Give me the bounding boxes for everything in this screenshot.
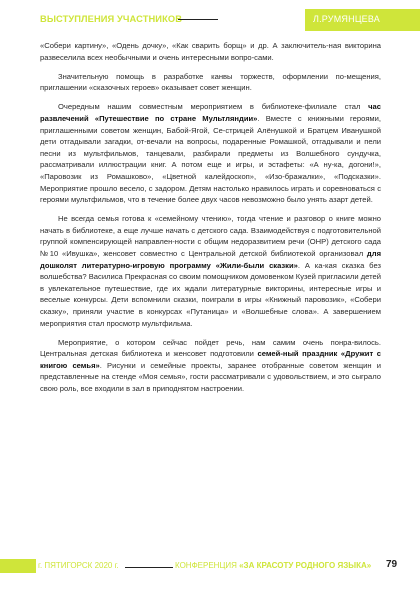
- paragraph-4-text: Не всегда семья готова к «семейному чтению», тогда чтение и разговор о книге можно начать в библиотеке, а еще лучше начать с детского сада. Взаимодействуя с подготовительной группой компенсирующей направлен-ности с общим недоразвитием речи (ОНР) детского сада №10 «Ивушка», женсовет совместно с Центральной детской библиотекой организовал: [40, 214, 381, 258]
- footer-conference: [175, 561, 371, 570]
- section-title: ВЫСТУПЛЕНИЯ УЧАСТНИКОВ: [40, 14, 183, 24]
- author-name: Л.РУМЯНЦЕВА: [313, 14, 380, 24]
- paragraph-1-text: «Собери картину», «Одень дочку», «Как сварить борщ» и др. А заключитель-ная викторина развеселила всех необычными и очень интересными вопро-сами.: [40, 41, 381, 62]
- paragraph-5-text: Мероприятие, о котором сейчас пойдет речь, нам самим очень понра-вилось. Центральная детская библиотека и женсовет подготовили: [40, 337, 381, 359]
- article-body: [40, 40, 381, 402]
- paragraph-4-text-cont: . А ка-кая сказка без волшебства? Василиса Прекрасная со своим помощником домовенком Кузей пригласили детей в увлекательное путешествие, где их ждали литературные викторины, интересные игры и веселые конкурсы. Дети вспомнили сказки, поиграли в игры «Книжный паровозик», «Собери сказку», приняли участие в конкурсах «Путаница» и «Волшебные слова». А завершением мероприятия стал просмотр мультфильма.: [40, 260, 381, 328]
- paragraph-4: [40, 213, 381, 329]
- paragraph-1: [40, 40, 381, 63]
- paragraph-3-highlight: час развлечений «Путешествие по стране Мультляндии»: [40, 102, 381, 123]
- page-footer: [0, 559, 420, 573]
- paragraph-3: [40, 101, 381, 205]
- paragraph-4-highlight: для дошколят литературно-игровую программу «Жили-были сказки»: [40, 249, 381, 270]
- paragraph-5: [40, 337, 381, 395]
- header-divider: [178, 19, 218, 20]
- footer-city-year: г. ПЯТИГОРСК 2020 г.: [38, 561, 119, 570]
- paragraph-2: [40, 71, 381, 94]
- page-number: 79: [386, 559, 398, 570]
- paragraph-3-text-cont: . Вместе с книжными героями, приглашенными советом женщин, Бабой-Ягой, Се-стрицей Алёнушкой и Братцем Иванушкой дети отгадывали загадки, от-вечали на вопросы, подаренные Ромашкой, отгадывали и пели песни из мультфильмов, танцевали, разбирали предметы из Волшебного сундучка, рассматривали иллюстрации книг. А потом еще и игры, и эстафеты: «А ну-ка, догони!», «Паровозик из Ромашково», «Цветной калейдоскоп», «Изо-бражалки», «Подсказки». Мероприятие прошло весело, с задором. Детям настолько нравилось играть и соревноваться с героями мультфильмов, что в течение более двух часов невозможно было унять азарт детей.: [40, 113, 381, 205]
- footer-conference-title: «ЗА КРАСОТУ РОДНОГО ЯЗЫКА»: [239, 561, 372, 570]
- page-header: [0, 9, 420, 31]
- paragraph-2-text: Значительную помощь в разработке канвы торжеств, оформлении по-мещения, приглашении «сказочных героев» оказывает совет женщин.: [40, 71, 381, 93]
- footer-accent-bar: [0, 559, 36, 573]
- paragraph-3-text: Очередным нашим совместным мероприятием в библиотеке-филиале стал: [58, 102, 369, 112]
- paragraph-5-highlight: семей-ный праздник «Дружит с книгою семья»: [40, 349, 381, 370]
- paragraph-5-text-cont: . Рисунки и семейные проекты, заранее отобранные советом женщин и представленные на стенде «Моя семья», гости рассматривали с удовольствием, и это сыграло свою роль, все входили в зал в приподнятом настроении.: [40, 360, 381, 394]
- footer-divider: [125, 567, 173, 568]
- footer-conference-prefix: КОНФЕРЕНЦИЯ: [175, 561, 240, 570]
